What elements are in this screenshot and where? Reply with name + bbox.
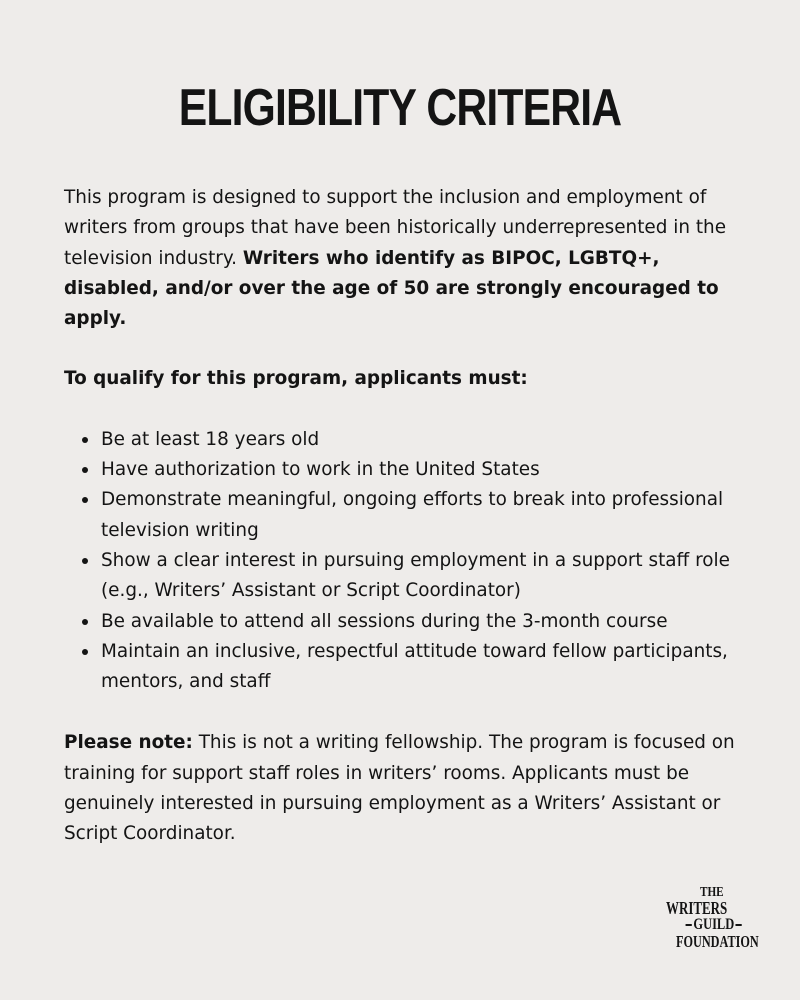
list-item-text: Be available to attend all sessions during the 3-month course [101, 610, 668, 632]
list-item-text: Show a clear interest in pursuing employment in a support staff role (e.g., Writers’ Assistant or Script Coordinator) [101, 549, 730, 602]
intro-paragraph [64, 183, 744, 334]
list-item [82, 607, 744, 637]
logo-line-guild: GUILD [684, 917, 744, 933]
intro-text: This program is designed to support the inclusion and employment of writers from groups that have been historically underrepresented in the television industry. [64, 187, 727, 269]
bullet-icon [82, 649, 88, 655]
list-item-text: Maintain an inclusive, respectful attitude toward fellow participants, mentors, and staff [101, 640, 728, 693]
content-body [64, 183, 744, 850]
writers-guild-foundation-logo [664, 886, 760, 956]
note-paragraph [64, 728, 744, 849]
bullet-icon [82, 558, 88, 564]
list-item [82, 546, 744, 607]
bullet-icon [82, 467, 88, 473]
bullet-icon [82, 437, 88, 443]
list-item-text: Demonstrate meaningful, ongoing efforts to break into professional television writing [101, 489, 724, 541]
list-item [82, 425, 744, 455]
criteria-list [64, 425, 744, 698]
list-item [82, 455, 744, 485]
list-item [82, 485, 744, 546]
logo-line-writers: WRITERS [666, 898, 728, 918]
note-label: Please note: [64, 732, 193, 754]
logo-line-the: THE [700, 885, 724, 900]
list-item-text: Have authorization to work in the United States [101, 459, 540, 481]
logo-line-foundation: FOUNDATION [676, 932, 759, 951]
bullet-icon [82, 619, 88, 625]
note-text: This is not a writing fellowship. The program is focused on training for support staff roles in writers’ rooms. Applicants must be genuinely interested in pursuing employment as a Writers’ Assistant or Script Coordinator. [64, 732, 735, 845]
page-title: ELIGIBILITY CRITERIA [178, 79, 622, 137]
qualify-heading: To qualify for this program, applicants must: [64, 368, 528, 390]
list-item-text: Be at least 18 years old [101, 428, 320, 450]
list-item [82, 637, 744, 698]
intro-bold-text: Writers who identify as BIPOC, LGBTQ+, disabled, and/or over the age of 50 are strongly encouraged to apply. [64, 247, 719, 330]
bullet-icon [82, 497, 88, 503]
